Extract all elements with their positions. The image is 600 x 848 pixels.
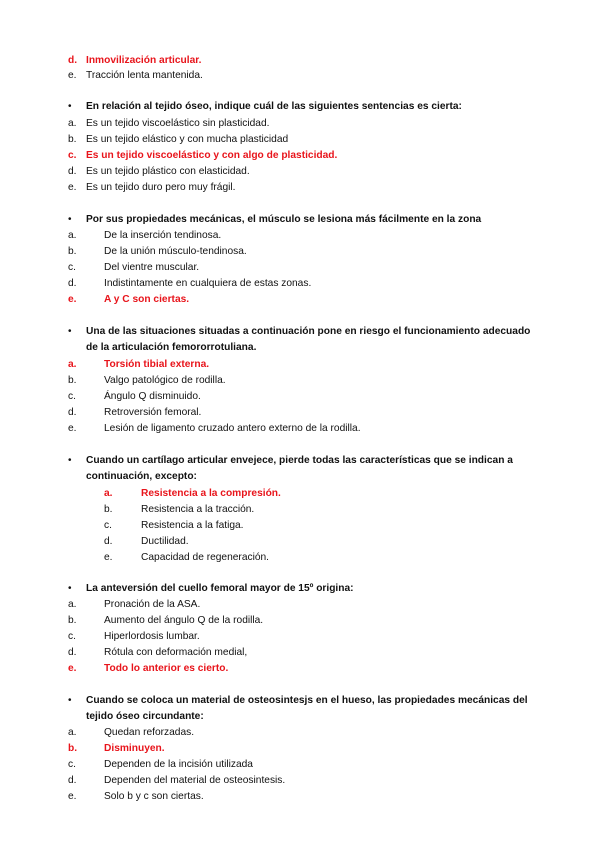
option-text: Rótula con deformación medial, [104,647,248,658]
bullet-icon: • [68,695,72,706]
option-marker: e. [68,423,77,434]
option-marker: a. [68,727,77,738]
question-text: La anteversión del cuello femoral mayor de 15º origina: [86,583,354,594]
bullet-icon: • [68,583,72,594]
option-marker: a. [68,359,77,370]
option-text: Es un tejido plástico con elasticidad. [86,166,250,177]
question-text: Cuando un cartílago articular envejece, pierde todas las características que se indican a [86,455,513,466]
bullet-icon: • [68,214,72,225]
option-marker: c. [104,520,112,531]
option-text: Hiperlordosis lumbar. [104,631,200,642]
option-text: Es un tejido elástico y con mucha plasticidad [86,134,289,145]
option-marker: e. [68,791,77,802]
answer-option-text: Inmovilización articular. [86,55,202,66]
option-marker: c. [68,150,77,161]
option-marker: a. [68,230,77,241]
option-text: Resistencia a la fatiga. [141,520,244,531]
option-marker: d. [68,775,77,786]
option-text: Valgo patológico de rodilla. [104,375,226,386]
option-marker: b. [68,615,77,626]
option-marker: c. [68,262,76,273]
question-text-continued: tejido óseo circundante: [86,711,204,722]
option-marker: e. [68,182,77,193]
bullet-icon: • [68,101,72,112]
answer-option-text: A y C son ciertas. [104,294,190,305]
option-text: Es un tejido duro pero muy frágil. [86,182,236,193]
question-text-continued: continuación, excepto: [86,471,197,482]
option-marker: e. [68,294,77,305]
option-text: Pronación de la ASA. [104,599,201,610]
question-text: Cuando se coloca un material de osteosintesjs en el hueso, las propiedades mecánicas del [86,695,528,706]
answer-option-text: Resistencia a la compresión. [141,488,281,499]
option-marker: e. [104,552,113,563]
option-text: Indistintamente en cualquiera de estas zonas. [104,278,312,289]
option-marker: c. [68,759,76,770]
question-text: Una de las situaciones situadas a continuación pone en riesgo el funcionamiento adecuado [86,326,531,337]
option-marker: d. [104,536,113,547]
option-marker: d. [68,278,77,289]
option-marker: d. [68,166,77,177]
option-marker: d. [68,407,77,418]
bullet-icon: • [68,326,72,337]
option-marker: b. [68,375,77,386]
option-marker: d. [68,647,77,658]
option-marker: c. [68,391,76,402]
option-text: Del vientre muscular. [104,262,200,273]
bullet-icon: • [68,455,72,466]
option-text: Quedan reforzadas. [104,727,195,738]
option-marker: e. [68,663,77,674]
answer-option-text: Es un tejido viscoelástico y con algo de plasticidad. [86,150,338,161]
option-text: Dependen de la incisión utilizada [104,759,253,770]
option-marker: a. [68,118,77,129]
option-marker: b. [68,134,77,145]
option-text: Resistencia a la tracción. [141,504,255,515]
question-text: En relación al tejido óseo, indique cuál de las siguientes sentencias es cierta: [86,101,462,112]
option-text: Lesión de ligamento cruzado antero externo de la rodilla. [104,423,361,434]
option-text: Es un tejido viscoelástico sin plasticidad. [86,118,270,129]
answer-option-text: Torsión tibial externa. [104,359,210,370]
option-marker: a. [104,488,113,499]
option-marker: b. [68,743,78,754]
option-text: Solo b y c son ciertas. [104,791,204,802]
option-marker: e. [68,70,77,81]
answer-option-text: Disminuyen. [104,743,165,754]
option-text: De la unión músculo-tendinosa. [104,246,247,257]
option-marker: a. [68,599,77,610]
option-text: Dependen del material de osteosintesis. [104,775,286,786]
option-text: Ductilidad. [141,536,189,547]
option-marker: c. [68,631,76,642]
option-text: Retroversión femoral. [104,407,202,418]
answer-option-text: Todo lo anterior es cierto. [104,663,229,674]
option-text: Ángulo Q disminuido. [104,391,201,402]
question-text: Por sus propiedades mecánicas, el músculo se lesiona más fácilmente en la zona [86,214,482,225]
option-text: Capacidad de regeneración. [141,552,270,563]
option-text: Aumento del ángulo Q de la rodilla. [104,615,264,626]
option-marker: d. [68,55,78,66]
option-text: De la inserción tendinosa. [104,230,222,241]
question-text-continued: de la articulación femororrotuliana. [86,342,257,353]
option-text: Tracción lenta mantenida. [86,70,203,81]
option-marker: b. [68,246,77,257]
option-marker: b. [104,504,113,515]
